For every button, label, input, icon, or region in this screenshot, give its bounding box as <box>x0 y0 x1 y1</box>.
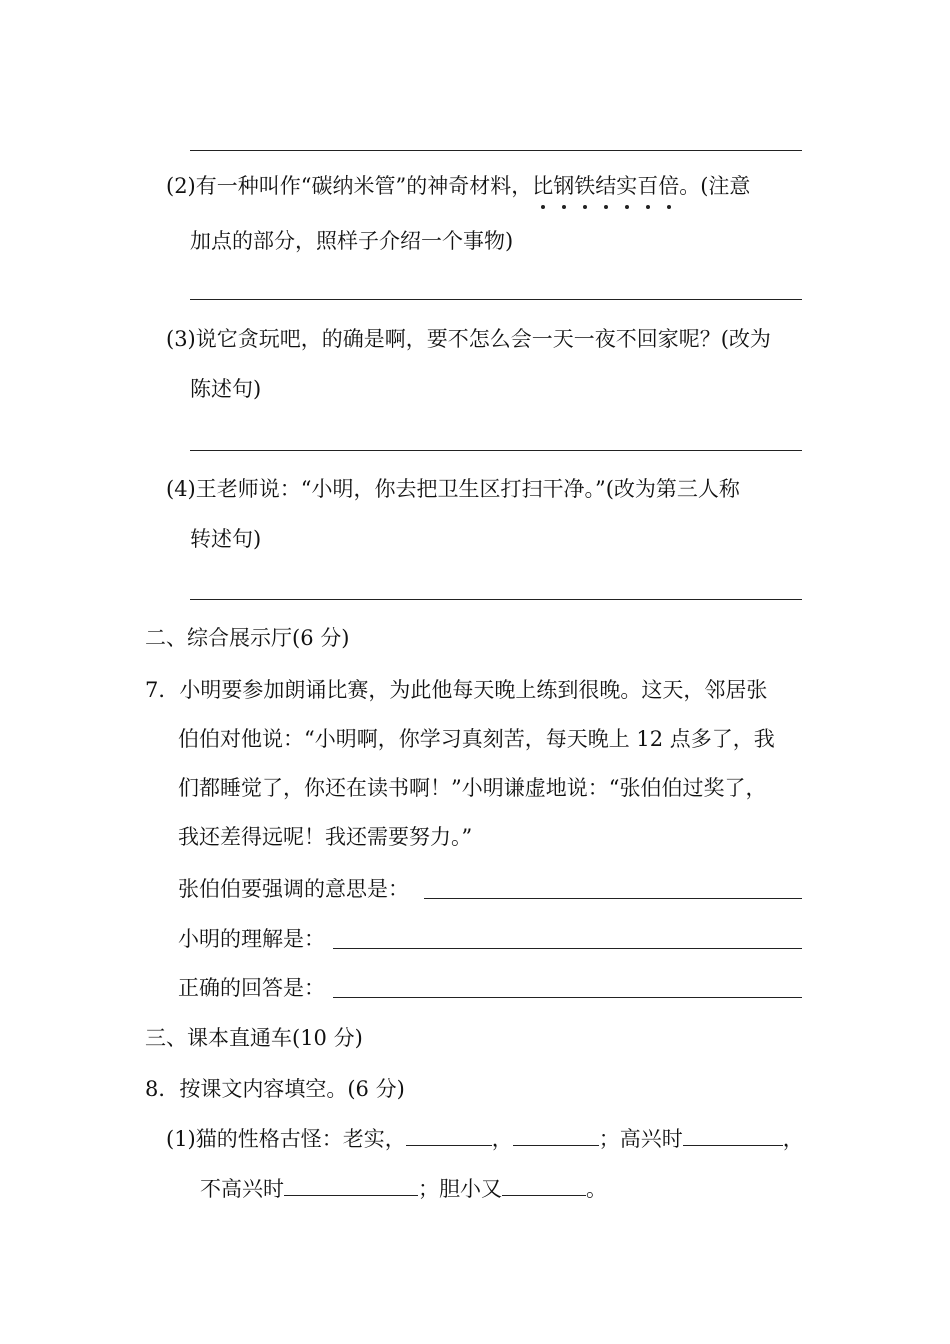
fill-blank-5[interactable] <box>502 1175 586 1196</box>
dotted-char: 比 <box>532 174 554 198</box>
q3-line1: (3)说它贪玩吧，的确是啊，要不怎么会一天一夜不回家呢？(改为 <box>166 327 771 351</box>
q7-line3: 们都睡觉了，你还在读书啊！”小明谦虚地说：“张伯伯过奖了， <box>178 776 767 800</box>
answer-line-q7-3[interactable] <box>333 997 802 998</box>
q7-prompt3: 正确的回答是： <box>178 976 325 1000</box>
section3-title: 三、课本直通车(10 分) <box>145 1026 363 1050</box>
dotted-char: 百 <box>637 174 659 198</box>
q8-p1-text-a: (1)猫的性格古怪：老实， <box>166 1127 406 1151</box>
fill-blank-2[interactable] <box>513 1125 599 1146</box>
answer-line-q4[interactable] <box>190 599 802 600</box>
q8-title: 8．按课文内容填空。(6 分) <box>145 1077 405 1101</box>
q8-p1-line1 <box>166 1125 804 1153</box>
answer-line-q2[interactable] <box>190 299 802 300</box>
fill-blank-3[interactable] <box>683 1125 783 1146</box>
q8-p1-text-b: ， <box>491 1127 513 1151</box>
q8-p2-text-c: 。 <box>586 1177 607 1201</box>
q7-prompt2: 小明的理解是： <box>178 927 325 951</box>
q2-dotted-phrase <box>532 174 679 198</box>
dotted-char: 铁 <box>574 174 596 198</box>
q7-line1: 7．小明要参加朗诵比赛，为此他每天晚上练到很晚。这天，邻居张 <box>145 678 768 702</box>
dotted-char: 倍 <box>658 174 680 198</box>
q2-line2: 加点的部分，照样子介绍一个事物) <box>190 229 514 253</box>
q4-line1: (4)王老师说：“小明，你去把卫生区打扫干净。”(改为第三人称 <box>166 477 740 501</box>
q7-line4: 我还差得远呢！我还需要努力。” <box>178 825 473 849</box>
q2-prefix: (2)有一种叫作“碳纳米管”的神奇材料， <box>166 174 533 198</box>
dotted-char: 实 <box>616 174 638 198</box>
q2-suffix: 。(注意 <box>679 174 751 198</box>
fill-blank-4[interactable] <box>284 1175 418 1196</box>
q8-p2-text-b: ；胆小又 <box>418 1177 502 1201</box>
section2-title: 二、综合展示厅(6 分) <box>145 626 350 650</box>
q3-line2: 陈述句) <box>190 377 262 401</box>
dotted-char: 钢 <box>553 174 575 198</box>
dotted-char: 结 <box>595 174 617 198</box>
q8-p1-text-c: ；高兴时 <box>598 1127 683 1151</box>
q2-line1 <box>166 172 750 200</box>
answer-line-q7-1[interactable] <box>424 898 802 899</box>
fill-blank-1[interactable] <box>406 1125 492 1146</box>
q7-prompt1: 张伯伯要强调的意思是： <box>178 877 409 901</box>
q8-p1-text-d: ， <box>782 1127 804 1151</box>
q8-p2-text-a: 不高兴时 <box>200 1177 284 1201</box>
q7-line2: 伯伯对他说：“小明啊，你学习真刻苦，每天晚上 12 点多了，我 <box>178 727 775 751</box>
q8-p1-line2 <box>200 1175 607 1203</box>
answer-line-q3[interactable] <box>190 450 802 451</box>
answer-line-q7-2[interactable] <box>333 948 802 949</box>
answer-line-q1[interactable] <box>190 150 802 151</box>
q4-line2: 转述句) <box>190 527 262 551</box>
